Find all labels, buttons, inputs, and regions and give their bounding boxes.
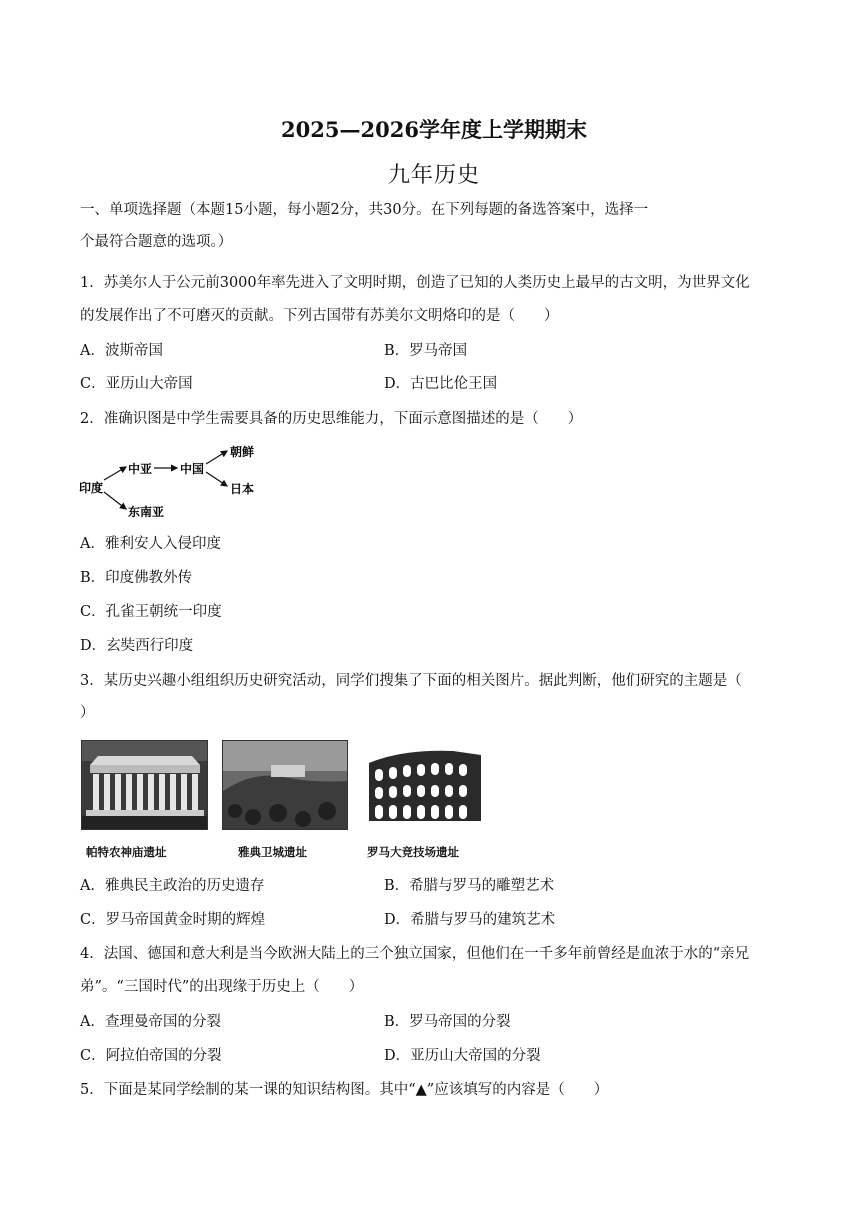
diagram-label-central-asia: 中亚 (128, 462, 153, 476)
q1-option-b: B．罗马帝国 (384, 343, 468, 359)
q3-option-b: B．希腊与罗马的雕塑艺术 (384, 878, 555, 894)
caption-parthenon: 帕特农神庙遗址 (86, 845, 167, 859)
diagram-label-india: 印度 (79, 481, 104, 495)
q2-option-c: C．孔雀王朝统一印度 (80, 604, 222, 620)
exam-title: 2025—2026学年度上学期期末 (281, 117, 587, 142)
q1-option-a: A．波斯帝国 (80, 343, 163, 359)
q4-option-b: B．罗马帝国的分裂 (384, 1014, 511, 1030)
q2-option-b: B．印度佛教外传 (80, 570, 193, 586)
acropolis-photo (222, 740, 348, 830)
q1-stem-line2: 的发展作出了不可磨灭的贡献。下列古国带有苏美尔文明烙印的是（ ） (80, 308, 559, 324)
exam-subject: 九年历史 (387, 163, 480, 188)
section-heading-line2: 个最符合题意的选项。） (80, 234, 233, 250)
diagram-label-china: 中国 (180, 462, 205, 476)
q4-stem-line2: 弟”。“三国时代”的出现缘于历史上（ ） (80, 979, 364, 995)
q4-option-a: A．查理曼帝国的分裂 (80, 1014, 221, 1030)
caption-acropolis: 雅典卫城遗址 (238, 845, 307, 859)
q2-spread-diagram (76, 440, 266, 522)
arrow-china-korea (206, 451, 227, 464)
diagram-label-korea: 朝鲜 (230, 445, 255, 459)
q1-option-d: D．古巴比伦王国 (384, 376, 498, 392)
q3-option-d: D．希腊与罗马的建筑艺术 (384, 912, 556, 928)
colosseum-photo (362, 740, 489, 830)
q2-option-d: D．玄奘西行印度 (80, 638, 194, 654)
q4-stem-line1: 4．法国、德国和意大利是当今欧洲大陆上的三个独立国家，但他们在一千多年前曾经是血浓于水的“亲兄 (80, 946, 750, 962)
q1-option-c: C．亚历山大帝国 (80, 376, 193, 392)
arrow-china-japan (206, 472, 227, 486)
diagram-label-japan: 日本 (230, 482, 255, 496)
section-heading-line1: 一、单项选择题（本题15小题，每小题2分，共30分。在下列每题的备选答案中，选择一 (80, 202, 649, 218)
q3-stem-line1: 3．某历史兴趣小组组织历史研究活动，同学们搜集了下面的相关图片。据此判断，他们研究的主题是（ (80, 673, 742, 689)
q1-stem-line1: 1．苏美尔人于公元前3000年率先进入了文明时期，创造了已知的人类历史上最早的古文明，为世界文化 (80, 275, 750, 291)
q2-option-a: A．雅利安人入侵印度 (80, 536, 221, 552)
parthenon-photo (81, 740, 208, 830)
q4-option-d: D．亚历山大帝国的分裂 (384, 1048, 541, 1064)
diagram-label-southeast-asia: 东南亚 (128, 505, 165, 519)
caption-colosseum: 罗马大竞技场遗址 (367, 845, 459, 859)
q3-option-a: A．雅典民主政治的历史遗存 (80, 878, 265, 894)
q4-option-c: C．阿拉伯帝国的分裂 (80, 1048, 222, 1064)
arrow-india-southeastasia (104, 492, 126, 509)
arrow-india-centralasia (104, 467, 126, 480)
q2-stem: 2．准确识图是中学生需要具备的历史思维能力，下面示意图描述的是（ ） (80, 411, 583, 427)
q3-stem-line2: ） (80, 705, 95, 721)
q5-stem: 5．下面是某同学绘制的某一课的知识结构图。其中“▲”应该填写的内容是（ ） (80, 1082, 609, 1098)
q3-option-c: C．罗马帝国黄金时期的辉煌 (80, 912, 266, 928)
